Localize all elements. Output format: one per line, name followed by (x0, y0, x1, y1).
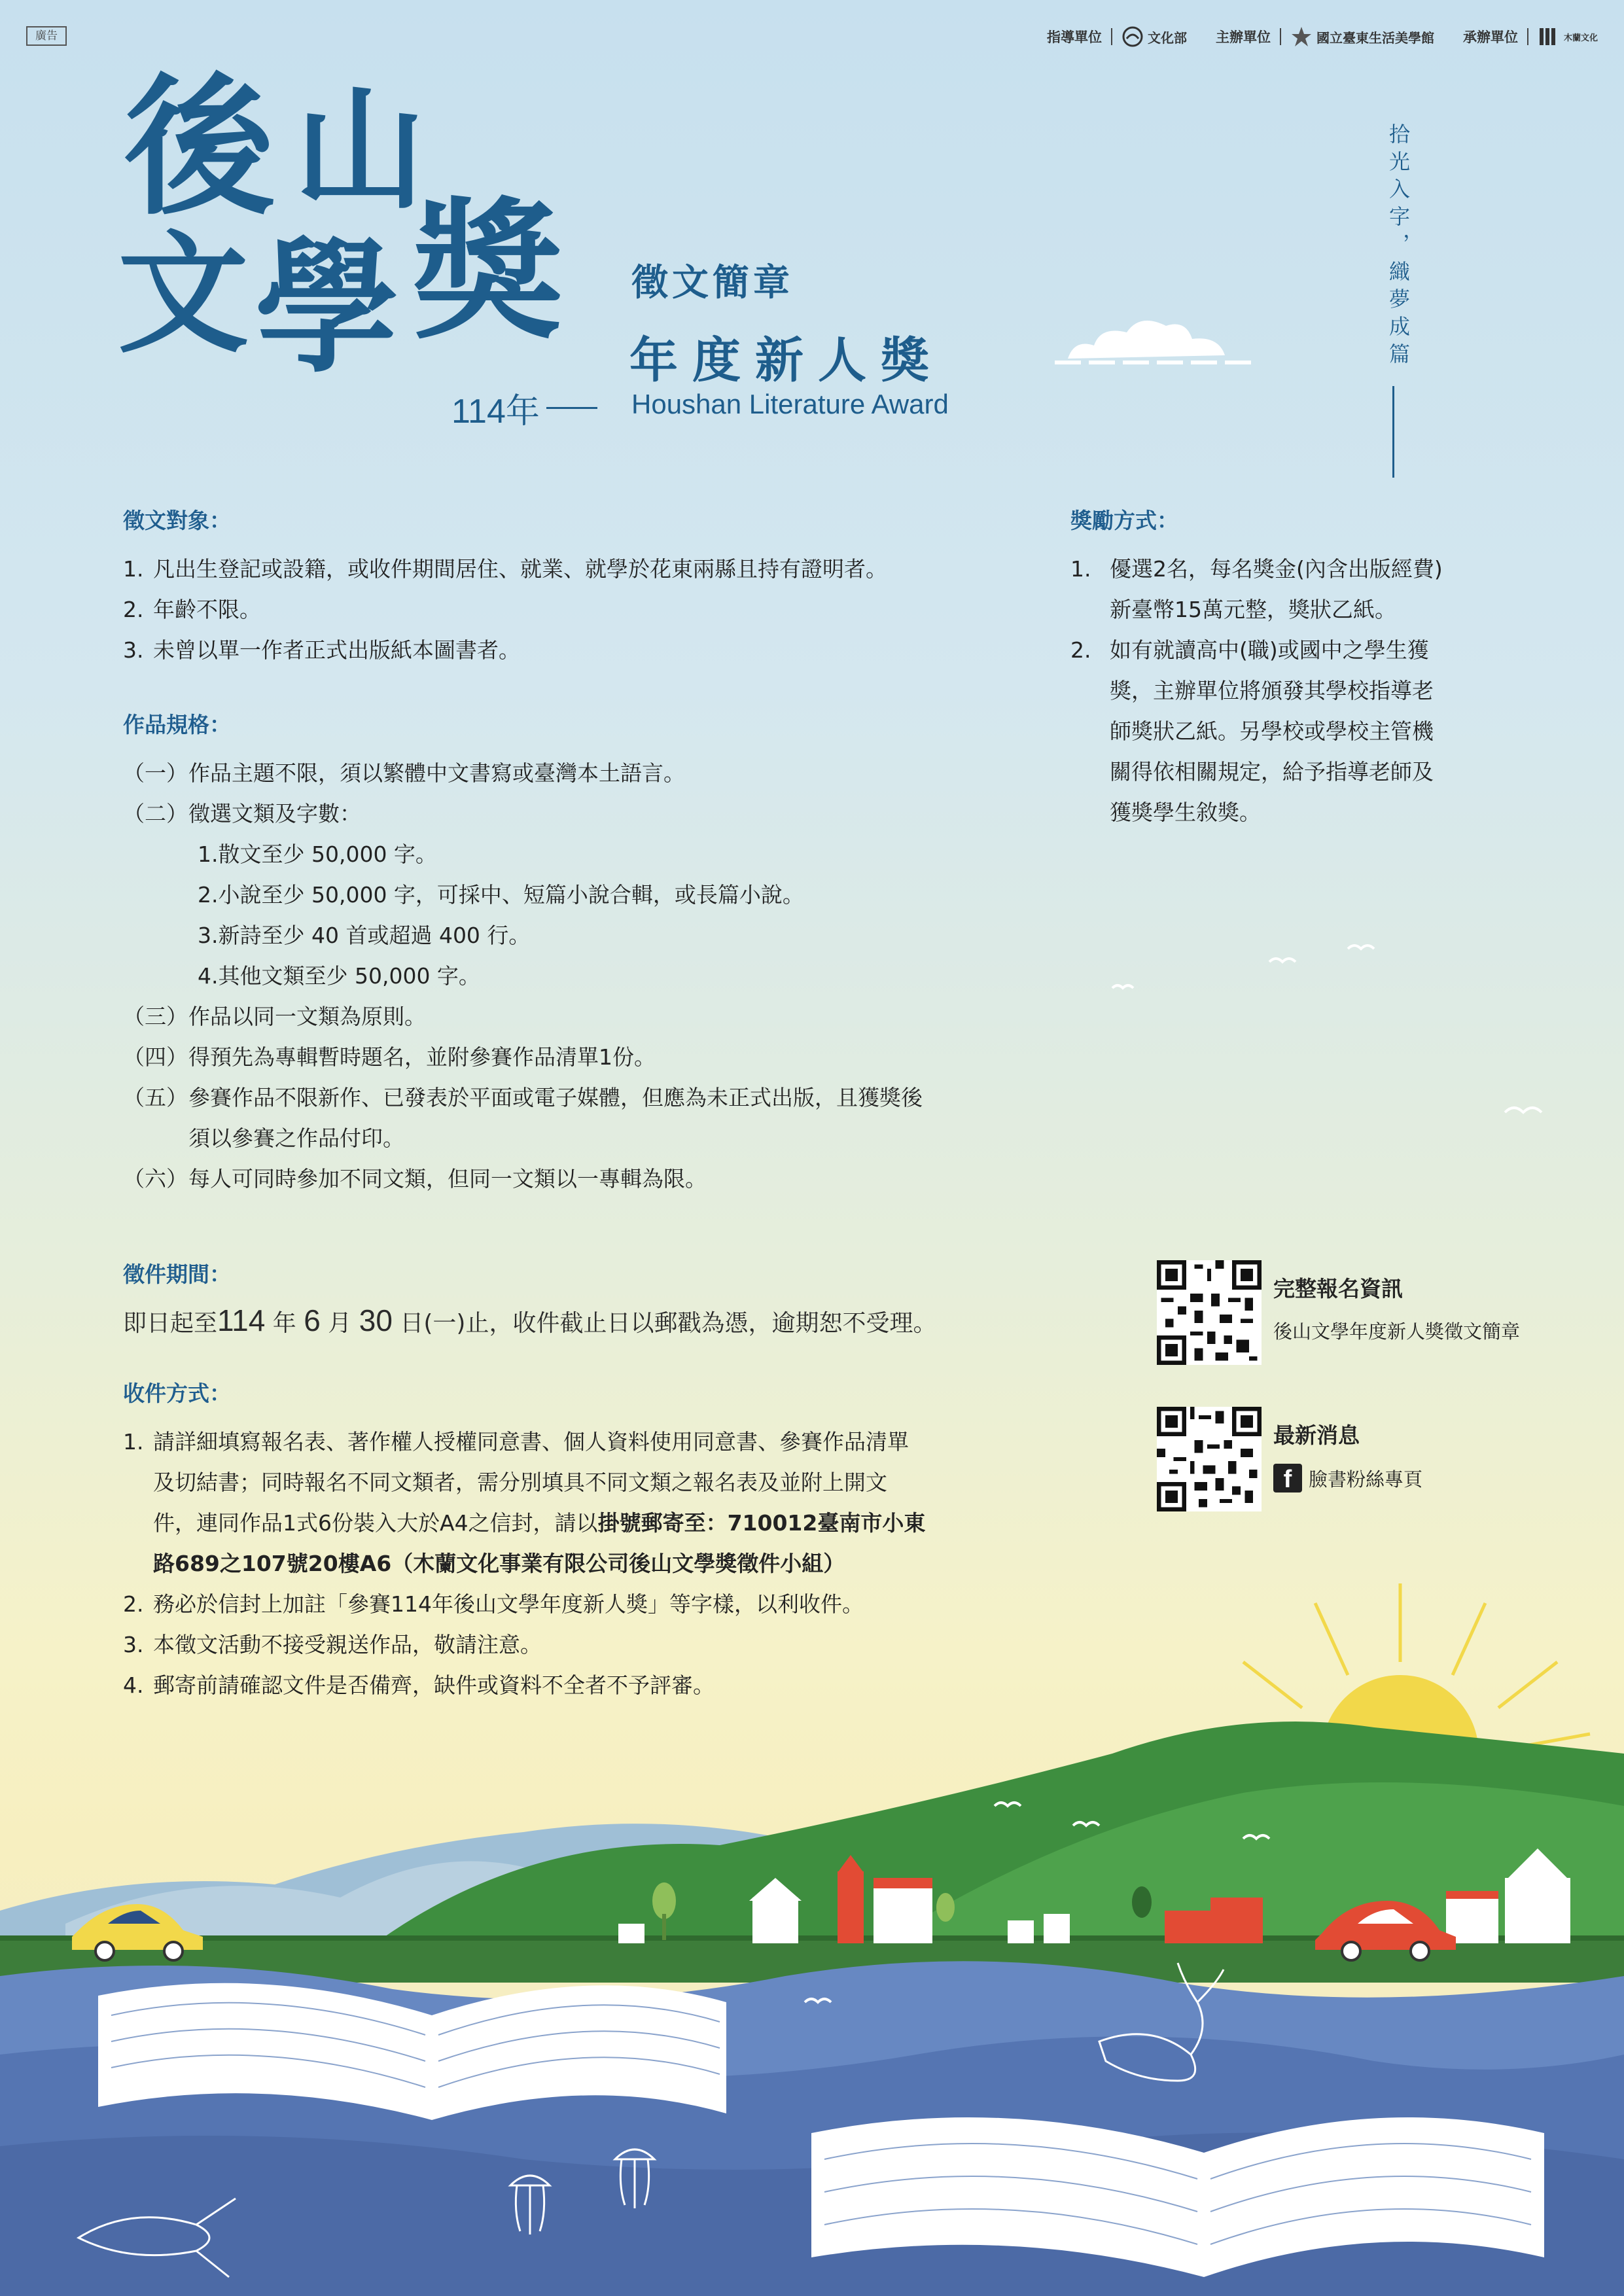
list-num: （三） (123, 1004, 188, 1029)
living-arts-center-logo (1290, 26, 1434, 48)
landscape-illustration (0, 1557, 1624, 2296)
calligraphy-char: 獎 (412, 183, 563, 360)
section-heading: 收件方式： (123, 1381, 231, 1406)
list-num: 3. (123, 637, 144, 663)
ad-badge: 廣告 (26, 26, 67, 46)
list-num: （六） (123, 1166, 188, 1192)
subtitle-guidelines: 徵文簡章 (631, 262, 794, 304)
list-num: 3. (123, 1632, 144, 1657)
sponsor-name-organizer: 木蘭文化 (1563, 33, 1598, 43)
qr-block-registration[interactable] (1157, 1260, 1520, 1365)
sponsor-role-organizer: 承辦單位 (1462, 29, 1518, 45)
mulan-logo-icon (1538, 26, 1560, 48)
list-text: 獎，主辦單位將頒發其學校指導老 (1110, 678, 1434, 703)
sub-item: 3.新詩至少 40 首或超過 400 行。 (198, 923, 531, 948)
list-text: 郵寄前請確認文件是否備齊，缺件或資料不全者不予評審。 (153, 1672, 715, 1698)
list-item (123, 753, 1052, 794)
qr-subtitle: 後山文學年度新人獎徵文簡章 (1273, 1320, 1521, 1343)
period-year-label: 年 (265, 1310, 304, 1337)
list-text: 新臺幣15萬元整，獎狀乙紙。 (1110, 597, 1396, 622)
list-num: 2. (123, 1591, 144, 1617)
list-text: 未曾以單一作者正式出版紙本圖書者。 (153, 637, 520, 663)
sponsor-bar (1027, 22, 1598, 51)
list-item (123, 1078, 1052, 1118)
list-text-cont: 須以參賽之作品付印。 (188, 1125, 404, 1151)
section-eligibility (123, 504, 1052, 671)
list-num: 1. (123, 556, 144, 582)
period-day: 30 (359, 1303, 393, 1337)
divider (1111, 28, 1112, 45)
list-num: （四） (123, 1044, 188, 1070)
divider (1280, 28, 1281, 45)
qr-code-icon[interactable] (1157, 1407, 1262, 1511)
section-heading: 徵文對象： (123, 508, 231, 533)
calligraphy-char: 山 (294, 73, 426, 227)
list-text: 優選2名，每名獎金(內含出版經費) (1110, 556, 1443, 582)
qr-block-facebook[interactable] (1157, 1407, 1422, 1511)
specs-list (123, 753, 1052, 1199)
section-heading: 徵件期間： (123, 1262, 231, 1287)
reward-list (1070, 549, 1515, 833)
list-num: 1. (1070, 556, 1091, 582)
ministry-of-culture-logo (1121, 26, 1187, 48)
list-text: 件，連同作品1式6份裝入大於A4之信封，請以 (153, 1510, 598, 1536)
list-num: 2. (1070, 637, 1091, 663)
calligraphy-char: 後 (124, 59, 275, 236)
list-item (123, 794, 1052, 834)
list-text: 師獎狀乙紙。另學校或學校主管機 (1110, 718, 1434, 744)
sponsor-role-guide: 指導單位 (1046, 29, 1102, 45)
sub-item: 1.散文至少 50,000 字。 (198, 841, 437, 867)
list-text: 徵選文類及字數： (188, 801, 361, 826)
period-suffix: 日(一)止，收件截止日以郵戳為憑，逾期恕不受理。 (392, 1310, 937, 1337)
list-num: 2. (123, 597, 144, 622)
qr-subtitle: 臉書粉絲專頁 (1309, 1468, 1423, 1491)
list-text: 作品以同一文類為原則。 (188, 1004, 426, 1029)
list-text: 凡出生登記或設籍，或收件期間居住、就業、就學於花東兩縣且持有證明者。 (153, 556, 887, 582)
list-item (1070, 549, 1515, 630)
calligraphy-title (118, 59, 589, 406)
section-heading: 獎勵方式： (1070, 508, 1178, 533)
divider (1527, 28, 1528, 45)
ministry-logo-icon (1121, 26, 1144, 48)
list-item (123, 1037, 1052, 1078)
mailing-address: 路689之107號20樓A6（木蘭文化事業有限公司後山文學獎徵件小組） (153, 1551, 845, 1576)
period-prefix: 即日起至 (123, 1310, 218, 1337)
year-dash (546, 407, 597, 409)
list-text: 年齡不限。 (153, 597, 261, 622)
section-specs (123, 708, 1052, 1199)
mulan-culture-logo (1538, 26, 1598, 48)
sponsor-name-host: 國立臺東生活美學館 (1316, 29, 1434, 46)
list-item (123, 1159, 1052, 1199)
section-heading: 作品規格： (123, 712, 231, 737)
qr-subtitle-row (1273, 1464, 1422, 1492)
list-item (1070, 630, 1515, 833)
period-text (123, 1303, 1052, 1338)
list-text: 關得依相關規定，給予指導老師及 (1110, 759, 1434, 785)
facebook-icon[interactable]: f (1273, 1464, 1302, 1492)
period-month: 6 (304, 1303, 321, 1337)
list-text: 務必於信封上加註「參賽114年後山文學年度新人獎」等字樣，以利收件。 (153, 1591, 864, 1617)
eligibility-list (123, 549, 1052, 671)
list-text: 參賽作品不限新作、已發表於平面或電子媒體，但應為未正式出版，且獲獎後 (188, 1085, 923, 1110)
year-label (451, 383, 597, 433)
list-item (123, 590, 1052, 630)
list-num: （五） (123, 1085, 188, 1110)
sponsor-role-host: 主辦單位 (1215, 29, 1271, 45)
sponsor-name-guide: 文化部 (1147, 29, 1187, 46)
list-text: 本徵文活動不接受親送作品，敬請注意。 (153, 1632, 542, 1657)
qr-code-icon[interactable] (1157, 1260, 1262, 1365)
list-text: 及切結書；同時報名不同文類者，需分別填具不同文類之報名表及並附上開文 (153, 1470, 887, 1495)
cloud-icon (1055, 300, 1264, 372)
calligraphy-char: 學 (255, 222, 400, 392)
period-year: 114 (217, 1303, 266, 1337)
sky-birds-icon (1086, 942, 1583, 1139)
english-title: Houshan Literature Award (631, 389, 949, 419)
section-reward (1070, 504, 1515, 833)
sub-item: 4.其他文類至少 50,000 字。 (198, 963, 480, 989)
list-item (123, 549, 1052, 590)
list-num: （一） (123, 760, 188, 786)
qr-title: 最新消息 (1273, 1422, 1360, 1448)
list-num: 1. (123, 1429, 144, 1455)
list-num: （二） (123, 801, 188, 826)
living-arts-logo-icon (1290, 26, 1313, 48)
slogan-vertical: 拾光入字，織夢成篇 (1386, 123, 1411, 370)
list-item (123, 630, 1052, 671)
qr-title: 完整報名資訊 (1273, 1276, 1403, 1301)
section-period (123, 1258, 1052, 1338)
year-text: 114年 (451, 393, 540, 431)
list-text: 獲獎學生敘獎。 (1110, 800, 1261, 825)
list-text: 每人可同時參加不同文類，但同一文類以一專輯為限。 (188, 1166, 707, 1192)
subtitle-award: 年度新人獎 (629, 332, 944, 389)
list-text: 作品主題不限，須以繁體中文書寫或臺灣本土語言。 (188, 760, 685, 786)
mailing-address: 掛號郵寄至：710012臺南市小東 (597, 1510, 926, 1536)
calligraphy-char: 文 (118, 217, 249, 371)
sub-item: 2.小說至少 50,000 字，可採中、短篇小說合輯，或長篇小說。 (198, 882, 804, 908)
period-month-label: 月 (320, 1310, 359, 1337)
list-text: 得預先為專輯暫時題名，並附參賽作品清單1份。 (188, 1044, 656, 1070)
slogan-line (1392, 386, 1394, 478)
list-num: 4. (123, 1672, 144, 1698)
list-item (123, 997, 1052, 1037)
list-text: 如有就讀高中(職)或國中之學生獲 (1110, 637, 1429, 663)
list-text: 請詳細填寫報名表、著作權人授權同意書、個人資料使用同意書、參賽作品清單 (153, 1429, 909, 1455)
